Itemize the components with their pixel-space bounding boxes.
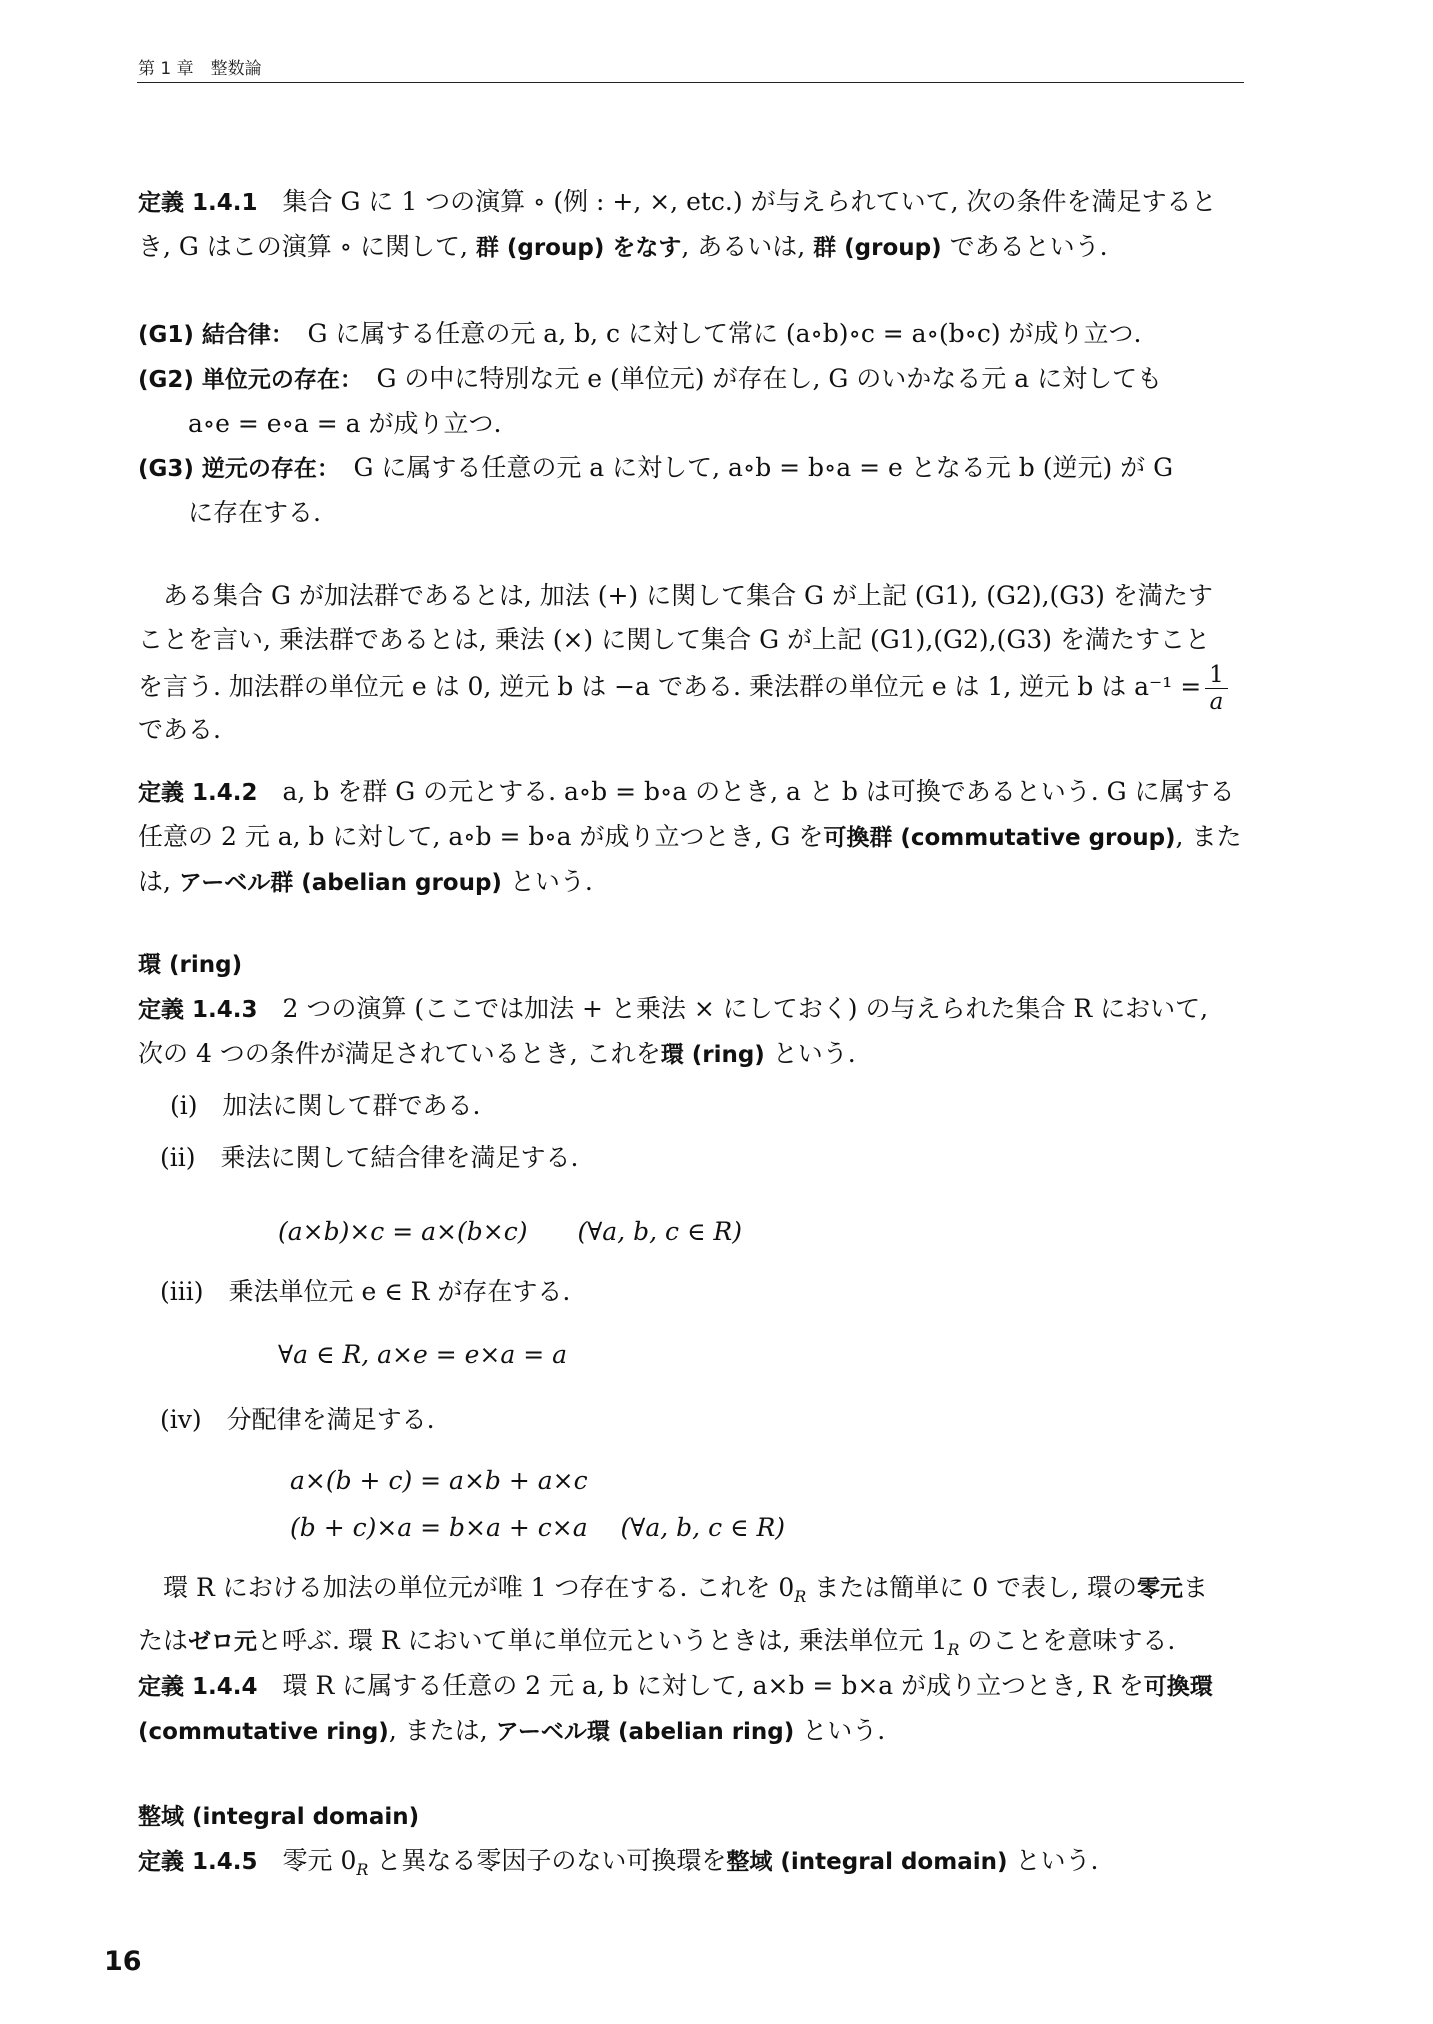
- axiom-text: G の中に特別な元 e (単位元) が存在し, G のいかなる元 a に対しても: [376, 364, 1163, 393]
- condition-number: (ii): [160, 1143, 196, 1172]
- condition-iv: [160, 1398, 435, 1442]
- definition-text: 環 R に属する任意の 2 元 a, b に対して, a×b = b×a が成り立つとき, R を: [282, 1671, 1144, 1700]
- paragraph-text: と呼ぶ. 環 R において単に単位元というときは, 乗法単位元 1: [257, 1626, 948, 1655]
- inverse-fraction: [1205, 662, 1228, 715]
- definition-text: , または,: [388, 1716, 496, 1745]
- axiom-continuation: a∘e = e∘a = a が成り立つ.: [188, 409, 502, 438]
- distributive-equation-left: a×(b + c) = a×b + a×c: [290, 1466, 588, 1495]
- axiom-label: (G2) 単位元の存在：: [138, 367, 352, 393]
- distributive-equation-right: (b + c)×a = b×a + c×a (∀a, b, c ∈ R): [290, 1513, 786, 1542]
- condition-number: (iii): [160, 1277, 204, 1306]
- axiom-g2: [138, 357, 1244, 402]
- axiom-text: G に属する任意の元 a, b, c に対して常に (a∘b)∘c = a∘(b∘c) が成り立つ.: [307, 319, 1142, 348]
- axiom-label: (G1) 結合律：: [138, 322, 283, 348]
- definition-text: は,: [138, 867, 179, 896]
- fraction-numerator: 1: [1205, 662, 1228, 689]
- fraction-denominator: a: [1209, 689, 1224, 715]
- paragraph-line: を言う. 加法群の単位元 e は 0, 逆元 b は −a である. 乗法群の単位元 e は 1, 逆元 b は a⁻¹ =: [138, 672, 1202, 701]
- bold-term: 可換群 (commutative group): [823, 825, 1176, 851]
- subscript: R: [947, 1640, 960, 1659]
- header-rule: [137, 82, 1244, 83]
- paragraph-line: ことを言い, 乗法群であるとは, 乗法 (×) に関して集合 G が上記 (G1),(G2),(G3) を満たすこと: [138, 625, 1210, 654]
- section-heading: 整域 (integral domain): [138, 1804, 420, 1830]
- definition-text: き, G はこの演算 ∘ に関して,: [138, 232, 476, 261]
- definition-text: 次の 4 つの条件が満足されているとき, これを: [138, 1039, 661, 1068]
- condition-text: 加法に関して群である.: [222, 1091, 481, 1120]
- axiom-g1: [138, 312, 1244, 357]
- definition-text: であるという.: [941, 232, 1108, 261]
- definition-1-4-5: [138, 1794, 1244, 1892]
- paragraph-line: である.: [138, 715, 221, 744]
- paragraph-text: 環 R における加法の単位元が唯 1 つ存在する. これを 0: [163, 1573, 795, 1602]
- bold-term: 群 (group) をなす: [475, 235, 682, 261]
- definition-text: , あるいは,: [681, 232, 814, 261]
- definition-1-4-3: [138, 942, 1244, 1077]
- bold-term: (commutative ring): [138, 1719, 389, 1745]
- definition-1-4-4: [138, 1664, 1244, 1754]
- group-paragraph: [138, 574, 1244, 752]
- zero-element-paragraph: [138, 1566, 1244, 1672]
- paragraph-text: のことを意味する.: [959, 1626, 1176, 1655]
- paragraph-text: たは: [138, 1626, 189, 1655]
- associativity-equation: (a×b)×c = a×(b×c) (∀a, b, c ∈ R): [278, 1217, 742, 1246]
- bold-term: 群 (group): [813, 235, 942, 261]
- definition-label: 定義 1.4.1: [138, 190, 258, 216]
- definition-text: という.: [794, 1716, 886, 1745]
- bold-term: 可換環: [1143, 1674, 1213, 1700]
- definition-text: という.: [1007, 1846, 1099, 1875]
- section-heading: 環 (ring): [138, 952, 243, 978]
- bold-term: 環 (ring): [660, 1042, 765, 1068]
- definition-label: 定義 1.4.2: [138, 780, 258, 806]
- axiom-continuation: に存在する.: [188, 498, 321, 527]
- condition-number: (i): [170, 1091, 198, 1120]
- definition-label: 定義 1.4.5: [138, 1849, 258, 1875]
- axiom-label: (G3) 逆元の存在：: [138, 456, 329, 482]
- paragraph-text: または簡単に 0 で表し, 環の: [806, 1573, 1137, 1602]
- definition-text: と異なる零因子のない可換環を: [368, 1846, 727, 1875]
- definition-label: 定義 1.4.3: [138, 997, 258, 1023]
- definition-text: 任意の 2 元 a, b に対して, a∘b = b∘a が成り立つとき, G を: [138, 822, 824, 851]
- axiom-g3: [138, 446, 1244, 491]
- paragraph-line: ある集合 G が加法群であるとは, 加法 (+) に関して集合 G が上記 (G1), (G2),(G3) を満たす: [163, 581, 1213, 610]
- bold-term: ゼロ元: [188, 1629, 258, 1655]
- condition-text: 乗法に関して結合律を満足する.: [220, 1143, 579, 1172]
- subscript: R: [794, 1587, 807, 1606]
- paragraph-text: ま: [1182, 1573, 1208, 1602]
- bold-term: 整域 (integral domain): [726, 1849, 1008, 1875]
- subscript: R: [356, 1860, 369, 1879]
- bold-term: アーベル環 (abelian ring): [495, 1719, 795, 1745]
- definition-text: 2 つの演算 (ここでは加法 + と乗法 × にしておく) の与えられた集合 R において,: [282, 994, 1209, 1023]
- definition-text: 集合 G に 1 つの演算 ∘ (例 : +, ×, etc.) が与えられていて, 次の条件を満足すると: [282, 187, 1217, 216]
- definition-1-4-2: [138, 770, 1244, 905]
- condition-i: [170, 1084, 480, 1128]
- definition-text: という.: [501, 867, 593, 896]
- group-axioms: [138, 312, 1244, 535]
- definition-1-4-1: [138, 180, 1244, 270]
- definition-text: という.: [764, 1039, 856, 1068]
- definition-text: a, b を群 G の元とする. a∘b = b∘a のとき, a と b は可換であるという. G に属する: [282, 777, 1235, 806]
- condition-text: 乗法単位元 e ∈ R が存在する.: [228, 1277, 571, 1306]
- definition-text: , また: [1175, 822, 1242, 851]
- axiom-text: G に属する任意の元 a に対して, a∘b = b∘a = e となる元 b (逆元) が G: [353, 453, 1174, 482]
- identity-equation: ∀a ∈ R, a×e = e×a = a: [278, 1340, 567, 1369]
- condition-ii: [160, 1136, 578, 1180]
- page-number: 16: [104, 1946, 142, 1977]
- definition-label: 定義 1.4.4: [138, 1674, 258, 1700]
- running-header: 第 1 章 整数論: [138, 59, 262, 79]
- condition-number: (iv): [160, 1405, 202, 1434]
- definition-text: 零元 0: [282, 1846, 357, 1875]
- condition-iii: [160, 1270, 570, 1314]
- bold-term: アーベル群 (abelian group): [178, 870, 502, 896]
- bold-term: 零元: [1136, 1576, 1183, 1602]
- condition-text: 分配律を満足する.: [226, 1405, 435, 1434]
